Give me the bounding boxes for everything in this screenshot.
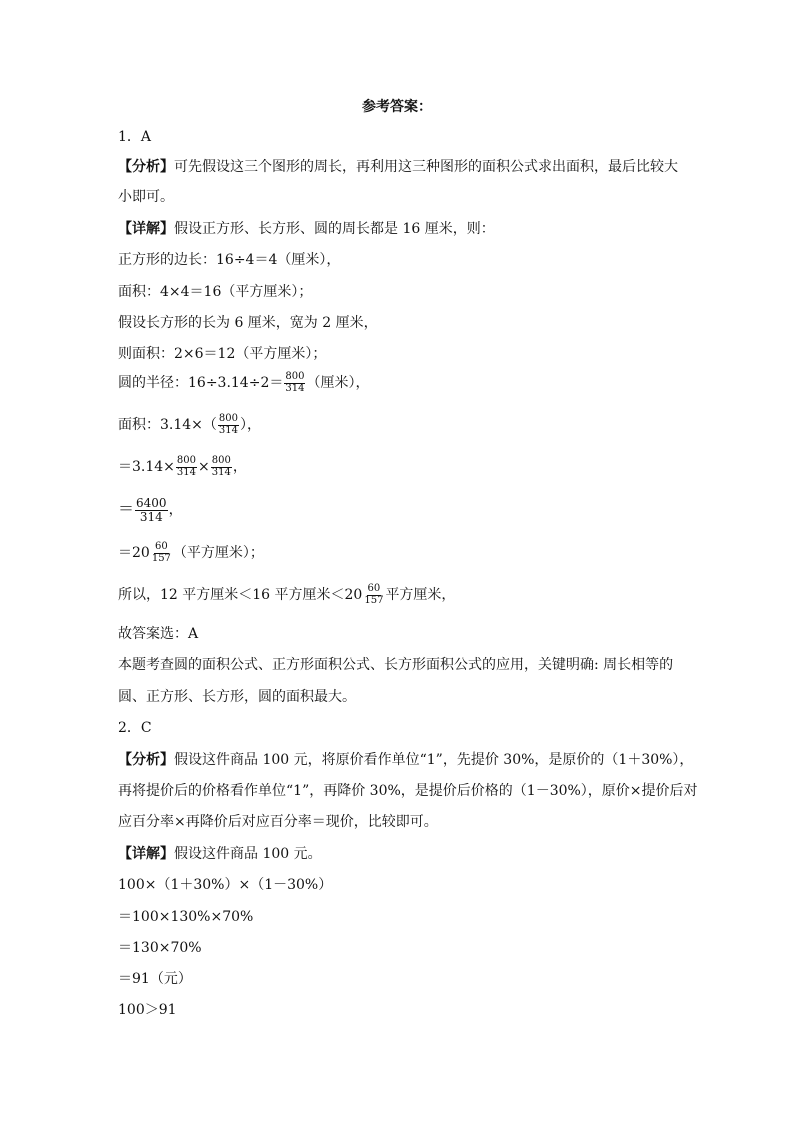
fraction-denominator: 314 — [139, 509, 163, 524]
detail-text: 假设这件商品 100 元。 — [174, 846, 322, 862]
fraction-numerator: 800 — [211, 455, 231, 466]
radius-text: 圆的半径：16÷3.14÷2＝ — [118, 375, 284, 391]
step-text: ＝ — [118, 499, 135, 518]
page-title: 参考答案： — [362, 99, 432, 115]
calc-line-4: ＝91（元） — [118, 971, 192, 987]
question-2-number: 2．C — [118, 720, 152, 736]
answer-line: 故答案选：A — [118, 626, 199, 642]
q2-analysis-line — [118, 749, 693, 769]
circle-area-line — [118, 414, 261, 436]
fraction-800-314 — [284, 372, 305, 394]
rect-assume-line: 假设长方形的长为 6 厘米，宽为 2 厘米， — [118, 315, 378, 331]
fraction-denominator: 314 — [218, 424, 238, 436]
step-text-end: ， — [232, 459, 247, 475]
summary-line-2: 圆、正方形、长方形，圆的面积最大。 — [118, 689, 356, 705]
rect-area-line: 则面积：2×6＝12（平方厘米）； — [118, 346, 327, 362]
summary-line-1: 本题考查圆的面积公式、正方形面积公式、长方形面积公式的应用，关键明确: 周长相等的 — [118, 657, 674, 673]
radius-unit: （厘米）， — [306, 375, 370, 391]
fraction-numerator: 800 — [218, 413, 238, 424]
fraction-60-157 — [151, 542, 172, 564]
fraction-denominator: 314 — [176, 466, 196, 478]
comparison-text: 所以，12 平方厘米＜16 平方厘米＜20 — [118, 587, 363, 603]
fraction-800-314 — [218, 414, 239, 436]
analysis-tag: 【分析】 — [118, 752, 174, 768]
fraction-denominator: 157 — [151, 552, 171, 564]
q2-analysis-line-2: 再将提价后的价格看作单位“1”，再降价 30%，是提价后价格的（1－30%），原价×提价后对 — [118, 783, 698, 799]
comparison-line — [118, 584, 455, 606]
step-1-line — [118, 456, 247, 478]
question-1-number: 1．A — [118, 129, 152, 145]
fraction-numerator: 60 — [367, 583, 381, 594]
area-text-end: ）， — [240, 417, 261, 433]
fraction-6400-314 — [135, 497, 168, 523]
fraction-numerator: 800 — [176, 455, 196, 466]
radius-line — [118, 372, 369, 394]
q1-detail-line — [118, 218, 495, 238]
calc-line-3: ＝130×70% — [118, 940, 202, 956]
fraction-numerator: 800 — [285, 371, 305, 382]
square-area-line: 面积：4×4＝16（平方厘米）； — [118, 284, 313, 300]
detail-tag: 【详解】 — [118, 846, 174, 862]
fraction-numerator: 6400 — [136, 495, 167, 510]
fraction-denominator: 157 — [364, 594, 384, 606]
step-text-end: ， — [168, 502, 183, 518]
square-side-line: 正方形的边长：16÷4＝4（厘米）， — [118, 252, 341, 268]
comparison-text-end: 平方厘米， — [385, 587, 456, 603]
q2-detail-line — [118, 843, 322, 863]
step-text: ＝20 — [118, 545, 150, 561]
step-3-line — [118, 542, 264, 564]
analysis-tag: 【分析】 — [118, 159, 174, 175]
analysis-text: 假设这件商品 100 元，将原价看作单位“1”，先提价 30%，是原价的（1＋30%）， — [174, 752, 694, 768]
calc-line-1: 100×（1＋30%）×（1－30%） — [118, 877, 333, 893]
area-text: 面积：3.14×（ — [118, 417, 217, 433]
q2-analysis-line-3: 应百分率×再降价后对应百分率＝现价，比较即可。 — [118, 814, 438, 830]
calc-line-5: 100＞91 — [118, 1002, 177, 1018]
step-text: ＝3.14× — [118, 459, 175, 475]
step-2-line — [118, 496, 183, 523]
analysis-text: 可先假设这三个图形的周长，再利用这三种图形的面积公式求出面积，最后比较大 — [174, 159, 678, 175]
fraction-800-314 — [176, 456, 197, 478]
detail-text: 假设正方形、长方形、圆的周长都是 16 厘米，则： — [174, 221, 495, 237]
fraction-denominator: 314 — [285, 382, 305, 394]
q1-analysis-line — [118, 156, 678, 176]
fraction-60-157 — [363, 584, 384, 606]
fraction-denominator: 314 — [211, 466, 231, 478]
q1-analysis-line-2: 小即可。 — [118, 189, 174, 205]
detail-tag: 【详解】 — [118, 221, 174, 237]
calc-line-2: ＝100×130%×70% — [118, 909, 254, 925]
times-sign: × — [198, 459, 210, 475]
fraction-numerator: 60 — [155, 541, 168, 552]
fraction-800-314 — [211, 456, 232, 478]
step-text-end: （平方厘米）； — [172, 545, 264, 561]
